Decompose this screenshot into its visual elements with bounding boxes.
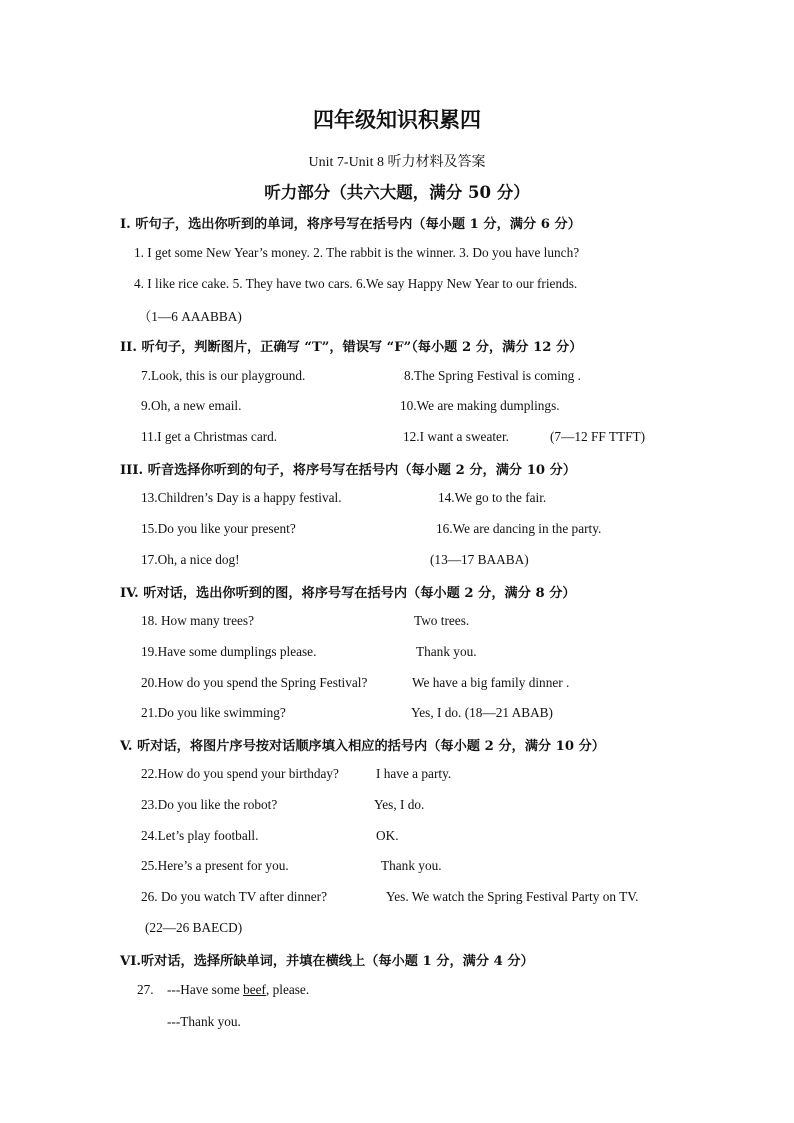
question-24-reply: OK. (376, 828, 399, 843)
question-19-reply: Thank you. (416, 644, 477, 659)
section-1-heading: I. 听句子，选出你听到的单词，将序号写在括号内（每小题 1 分，满分 6 分） (120, 217, 581, 232)
question-23-question: 23.Do you like the robot? (141, 797, 278, 812)
question-25-question: 25.Here’s a present for you. (141, 858, 289, 873)
question-11: 11.I get a Christmas card. (141, 429, 278, 444)
question-9: 9.Oh, a new email. (141, 398, 242, 413)
section-3-answer: (13—17 BAABA) (430, 552, 529, 567)
question-12: 12.I want a sweater. (403, 429, 509, 444)
section-5-heading: V. 听对话，将图片序号按对话顺序填入相应的括号内（每小题 2 分，满分 10 分） (120, 739, 605, 754)
section-6-heading: VI.听对话，选择所缺单词，并填在横线上（每小题 1 分，满分 4 分） (120, 954, 534, 969)
question-20-question: 20.How do you spend the Spring Festival? (141, 675, 368, 690)
question-24-question: 24.Let’s play football. (141, 828, 259, 843)
section-1-line-1: 1. I get some New Year’s money. 2. The rabbit is the winner. 3. Do you have lunch? (134, 245, 580, 260)
section-2-heading: II. 听句子，判断图片，正确写 “T”，错误写 “F”（每小题 2 分，满分 12 分） (120, 340, 583, 355)
question-21-reply: Yes, I do. (18—21 ABAB) (411, 705, 553, 720)
section-1-line-2: 4. I like rice cake. 5. They have two cars. 6.We say Happy New Year to our friends. (134, 276, 578, 291)
question-25-reply: Thank you. (381, 858, 442, 873)
question-18-reply: Two trees. (414, 613, 470, 628)
section-5-answer: (22—26 BAECD) (145, 920, 243, 935)
question-15: 15.Do you like your present? (141, 521, 296, 536)
question-23-reply: Yes, I do. (374, 797, 425, 812)
question-27-number: 27. (137, 982, 154, 997)
question-27-prefix: ---Have some (167, 982, 244, 997)
question-13: 13.Children’s Day is a happy festival. (141, 490, 342, 505)
section-4-heading: IV. 听对话，选出你听到的图，将序号写在括号内（每小题 2 分，满分 8 分） (120, 586, 576, 601)
question-19-question: 19.Have some dumplings please. (141, 644, 317, 659)
document-subtitle: Unit 7-Unit 8 听力材料及答案 (308, 155, 486, 170)
question-10: 10.We are making dumplings. (400, 398, 560, 413)
section-1-answer: （1—6 AAABBA) (138, 309, 242, 324)
question-18-question: 18. How many trees? (141, 613, 254, 628)
question-26-reply: Yes. We watch the Spring Festival Party on TV. (386, 889, 639, 904)
question-8: 8.The Spring Festival is coming . (404, 368, 581, 383)
question-22-question: 22.How do you spend your birthday? (141, 766, 339, 781)
question-27-reply: ---Thank you. (167, 1014, 241, 1029)
part-title: 听力部分（共六大题，满分 50 分） (264, 183, 530, 202)
question-22-reply: I have a party. (376, 766, 452, 781)
question-17: 17.Oh, a nice dog! (141, 552, 240, 567)
question-27-line (167, 982, 309, 998)
section-3-heading: III. 听音选择你听到的句子，将序号写在括号内（每小题 2 分，满分 10 分） (120, 463, 577, 478)
document-title: 四年级知识积累四 (313, 107, 481, 132)
question-14: 14.We go to the fair. (438, 490, 547, 505)
question-20-reply: We have a big family dinner . (412, 675, 570, 690)
question-26-question: 26. Do you watch TV after dinner? (141, 889, 327, 904)
question-7: 7.Look, this is our playground. (141, 368, 306, 383)
question-21-question: 21.Do you like swimming? (141, 705, 286, 720)
section-2-answer: (7—12 FF TTFT) (550, 429, 646, 444)
question-27-answer-word: beef (243, 982, 266, 997)
question-16: 16.We are dancing in the party. (436, 521, 602, 536)
question-27-suffix: , please. (265, 982, 310, 997)
